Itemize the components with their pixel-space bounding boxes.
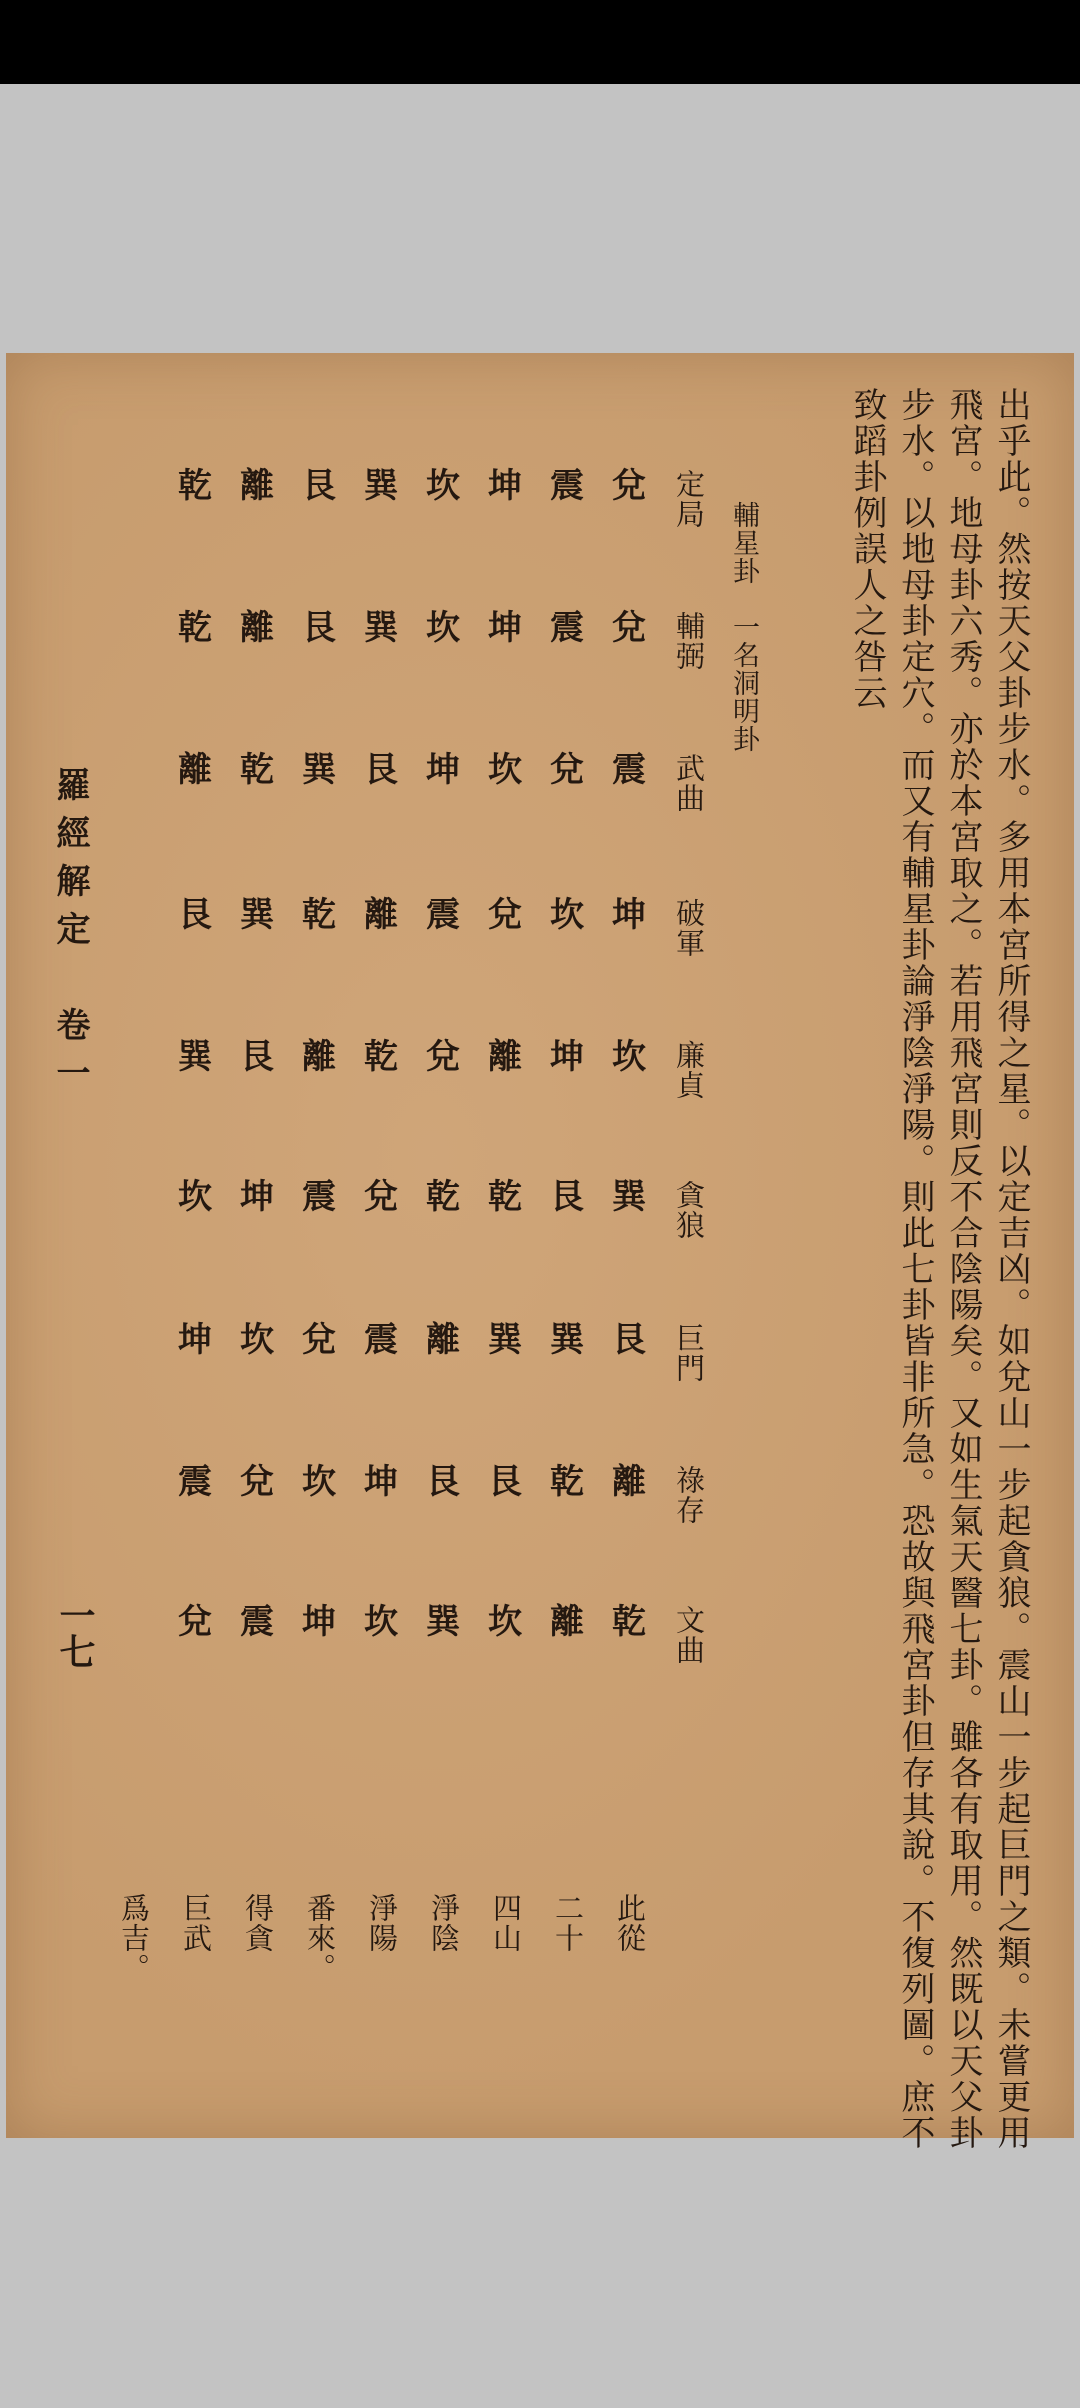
table-cell-li-7: 兌	[240, 1462, 274, 1502]
top-black-bar	[0, 0, 1080, 84]
table-cell-qian-6: 坤	[178, 1320, 212, 1360]
table-cell-li-3: 巽	[240, 895, 274, 935]
star-7: 祿存	[672, 1465, 706, 1525]
table-cell-dui-0: 兌	[612, 466, 646, 506]
star-6: 巨門	[672, 1323, 706, 1383]
table-cell-gen-5: 震	[302, 1177, 336, 1217]
prose-column-2: 飛宮。地母卦六秀。亦於本宮取之。若用飛宮則反不合陰陽矣。又如生氣天醫七卦。雖各有取用。然既以天父卦	[943, 387, 983, 2151]
table-header-label: 定局	[672, 469, 706, 529]
table-cell-dui-7: 離	[612, 1462, 646, 1502]
table-cell-xun-1: 巽	[364, 608, 398, 648]
table-cell-xun-5: 兌	[364, 1177, 398, 1217]
table-cell-xun-3: 離	[364, 895, 398, 935]
table-cell-gen-4: 離	[302, 1037, 336, 1077]
table-cell-kun-5: 乾	[488, 1177, 522, 1217]
prose-column-3: 步水。以地母卦定穴。而又有輔星卦論淨陰淨陽。則此七卦皆非所急。恐故與飛宮卦但存其說。不復列圖。庶不	[895, 387, 935, 2151]
table-cell-qian-1: 乾	[178, 608, 212, 648]
table-cell-kan-2: 坤	[426, 750, 460, 790]
table-cell-kun-1: 坤	[488, 608, 522, 648]
table-cell-dui-6: 艮	[612, 1320, 646, 1360]
table-cell-li-6: 坎	[240, 1320, 274, 1360]
table-cell-xun-2: 艮	[364, 750, 398, 790]
star-2: 武曲	[672, 753, 706, 813]
table-cell-kun-6: 巽	[488, 1320, 522, 1360]
table-note-qian: 巨武	[179, 1893, 213, 1953]
table-cell-gen-1: 艮	[302, 608, 336, 648]
table-cell-qian-2: 離	[178, 750, 212, 790]
table-cell-gen-0: 艮	[302, 466, 336, 506]
table-cell-qian-5: 坎	[178, 1177, 212, 1217]
prose-column-1: 出乎此。然按天父卦步水。多用本宮所得之星。以定吉凶。如兌山一步起貪狼。震山一步起巨門之類。未嘗更用	[991, 387, 1031, 2151]
table-note-li: 得貪	[241, 1893, 275, 1953]
table-cell-zhen-0: 震	[550, 466, 584, 506]
table-cell-xun-4: 乾	[364, 1037, 398, 1077]
table-cell-kan-6: 離	[426, 1320, 460, 1360]
table-cell-zhen-1: 震	[550, 608, 584, 648]
table-cell-kan-8: 巽	[426, 1602, 460, 1642]
table-cell-zhen-5: 艮	[550, 1177, 584, 1217]
star-8: 文曲	[672, 1605, 706, 1665]
table-cell-qian-4: 巽	[178, 1037, 212, 1077]
table-cell-xun-8: 坎	[364, 1602, 398, 1642]
table-cell-kan-3: 震	[426, 895, 460, 935]
table-cell-xun-6: 震	[364, 1320, 398, 1360]
table-note-zhen: 二十	[551, 1893, 585, 1953]
table-cell-gen-6: 兌	[302, 1320, 336, 1360]
table-cell-zhen-3: 坎	[550, 895, 584, 935]
table-cell-dui-3: 坤	[612, 895, 646, 935]
star-3: 破軍	[672, 898, 706, 958]
table-cell-li-1: 離	[240, 608, 274, 648]
table-cell-dui-5: 巽	[612, 1177, 646, 1217]
table-cell-qian-8: 兌	[178, 1602, 212, 1642]
section-heading: 輔星卦 一名洞明卦	[728, 501, 759, 753]
star-5: 貪狼	[672, 1180, 706, 1240]
table-cell-dui-2: 震	[612, 750, 646, 790]
table-cell-xun-0: 巽	[364, 466, 398, 506]
table-cell-zhen-2: 兌	[550, 750, 584, 790]
table-cell-qian-7: 震	[178, 1462, 212, 1502]
page-number: 一七	[54, 1597, 96, 1669]
table-cell-gen-2: 巽	[302, 750, 336, 790]
table-cell-kan-1: 坎	[426, 608, 460, 648]
table-note-dui: 此從	[613, 1893, 647, 1953]
table-cell-li-8: 震	[240, 1602, 274, 1642]
table-cell-kan-0: 坎	[426, 466, 460, 506]
table-cell-gen-7: 坎	[302, 1462, 336, 1502]
table-cell-xun-7: 坤	[364, 1462, 398, 1502]
table-cell-li-5: 坤	[240, 1177, 274, 1217]
table-cell-kan-4: 兌	[426, 1037, 460, 1077]
table-note-gen: 番來。	[303, 1893, 337, 1983]
table-cell-dui-8: 乾	[612, 1602, 646, 1642]
table-cell-qian-3: 艮	[178, 895, 212, 935]
table-note-kun: 四山	[489, 1893, 523, 1953]
prose-column-4: 致蹈卦例誤人之咎云	[847, 387, 887, 711]
table-note-kan: 淨陰	[427, 1893, 461, 1953]
table-cell-kun-4: 離	[488, 1037, 522, 1077]
book-page	[6, 353, 1074, 2151]
table-cell-zhen-4: 坤	[550, 1037, 584, 1077]
table-cell-kun-8: 坎	[488, 1602, 522, 1642]
table-cell-qian-0: 乾	[178, 466, 212, 506]
star-4: 廉貞	[672, 1040, 706, 1100]
table-cell-kun-2: 坎	[488, 750, 522, 790]
table-cell-kun-7: 艮	[488, 1462, 522, 1502]
table-cell-li-4: 艮	[240, 1037, 274, 1077]
table-cell-gen-8: 坤	[302, 1602, 336, 1642]
star-1: 輔弼	[672, 611, 706, 671]
table-cell-li-0: 離	[240, 466, 274, 506]
table-cell-kan-7: 艮	[426, 1462, 460, 1502]
table-cell-zhen-7: 乾	[550, 1462, 584, 1502]
table-cell-gen-3: 乾	[302, 895, 336, 935]
table-cell-dui-1: 兌	[612, 608, 646, 648]
table-cell-li-2: 乾	[240, 750, 274, 790]
table-cell-zhen-8: 離	[550, 1602, 584, 1642]
table-cell-kun-3: 兌	[488, 895, 522, 935]
table-cell-kun-0: 坤	[488, 466, 522, 506]
table-cell-dui-4: 坎	[612, 1037, 646, 1077]
table-note-xun: 淨陽	[365, 1893, 399, 1953]
running-title: 羅經解定 卷一	[50, 767, 90, 1103]
table-cell-zhen-6: 巽	[550, 1320, 584, 1360]
table-note-extra: 爲吉。	[117, 1893, 151, 1983]
table-cell-kan-5: 乾	[426, 1177, 460, 1217]
